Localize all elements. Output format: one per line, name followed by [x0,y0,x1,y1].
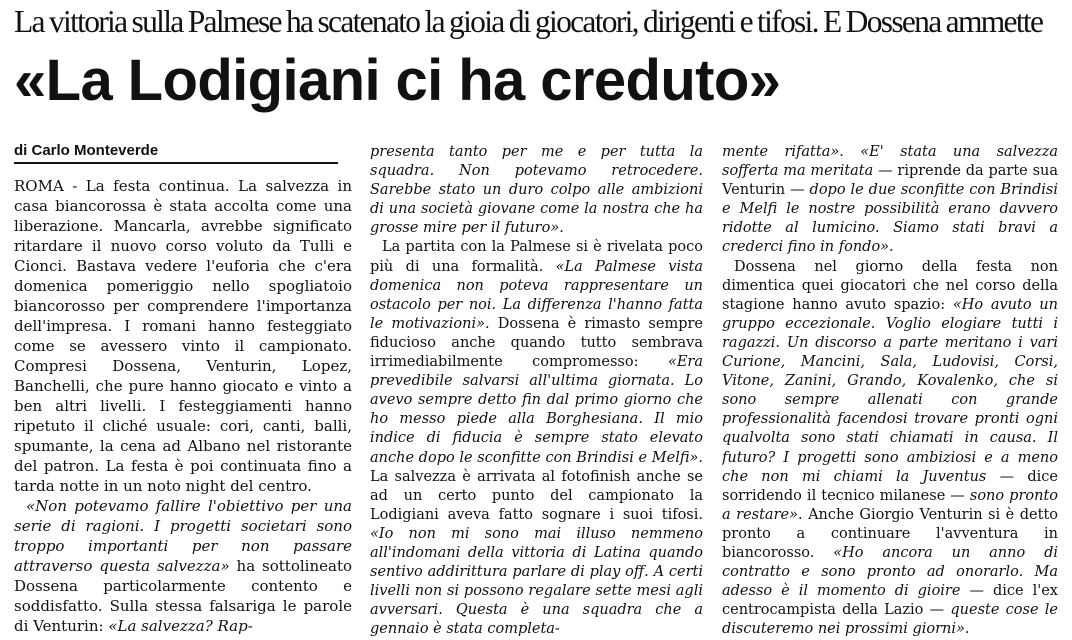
article-paragraph [722,143,1058,258]
body-text: ha sottolineato Dossena particolarmente contento e soddisfatto. Sulla stessa falsariga le parole di Venturin: [14,557,352,635]
article-paragraph [14,496,352,636]
body-text: La salvezza è arrivata al fotofinish anche se ad un certo punto del campionato la Lodigiani aveva fatto sognare i suoi tifosi. [370,468,703,523]
quote-text: «La salvezza? Rap- [108,617,253,635]
body-text: — dice sorridendo il tecnico milanese — [722,468,1058,504]
quote-text: «Era prevedibile salvarsi all'ultima giornata. Lo avevo sempre detto fin dal primo giorno che ho messo piede alla Borghesiana. Il mio indice di fiducia è sempre stato elevato anche dopo le sconfitte con Brindisi e Melfi». [370,354,703,466]
body-text: — riprende da parte sua Venturin — [722,163,1058,199]
quote-text: «E' stata una salvezza sofferta ma meritata [722,144,1058,180]
article-kicker: La vittoria sulla Palmese ha scatenato la gioia di giocatori, dirigenti e tifosi. E Dossena ammette [14,4,1043,39]
body-text: ROMA - La festa continua. La salvezza in casa biancorossa è stata accolta come una liberazione. Mancarla, avrebbe significato ritardare il nuovo corso voluto da Tulli e Cionci. Bastava vedere l'euforia che c'era domenica pomeriggio nello spogliatoio biancorosso per comprendere l'importanza dell'impresa. I romani hanno festeggiato come se avessero vinto il campionato. Compresi Dossena, Venturin, Lopez, Banchelli, che pure hanno giocato e vinto a ben altri livelli. I festeggiamenti hanno ripetuto il cliché usuale: cori, canti, balli, spumante, la cena ad Albano nel ristorante del patron. La festa è poi continuata fino a tarda notte in un noto night del centro. [14,177,352,495]
article-paragraph [370,238,703,638]
article-column-3 [722,143,1058,638]
quote-text: «Io non mi sono mai illuso nemmeno all'indomani della vittoria di Latina quando sentivo addirittura parlare di play off. A certi livelli non si possono regalare sette mesi agli avversari. Questa è una squadra che a gennaio è stata completa- [370,525,703,638]
article-column-2 [370,143,703,638]
quote-text: dopo le due sconfitte con Brindisi e Melfi le nostre possibilità erano davvero ridotte al lumicino. Siamo stati bravi a crederci fino in fondo». [722,182,1058,256]
article-paragraph [722,258,1058,638]
quote-text: sono pronto a restare». [722,487,1058,523]
quote-text: presenta tanto per me e per tutta la squadra. Non potevamo retrocedere. Sarebbe stato un duro colpo alle ambizioni di una società giovane come la nostra che ha grosse mire per il futuro». [370,144,703,237]
article-paragraph [370,143,703,238]
body-text: Dossena è rimasto sempre fiducioso anche quando tutto sembrava irrimediabilmente compromesso: [370,315,703,371]
article-column-1 [14,176,352,638]
quote-text: «Ho ancora un anno di contratto e sono pronto ad onorarlo. Ma adesso è il momento di gioire [722,544,1058,600]
quote-text: «Ho avuto un gruppo eccezionale. Voglio elogiare tutti i ragazzi. Un discorso a parte meritano i vari Curione, Mancini, Sala, Ludovisi, Corsi, Vitone, Zanini, Grando, Kovalenko, che si sono sempre allenati con grande professionalità facendosi trovare pronti ogni qualvolta sono stati chiamati in causa. Il futuro? I progetti sono ambiziosi e a meno che non mi chiami la Juventus [722,296,1058,485]
quote-text: «La Palmese vista domenica non poteva rappresentare un ostacolo per noi. La differenza l'hanno fatta le motivazioni». [370,258,703,332]
quote-text: mente rifatta». [722,144,844,160]
body-text: La partita con la Palmese si è rivelata poco più di una formalità. [370,239,703,275]
article-headline: «La Lodigiani ci ha creduto» [14,48,781,113]
body-text: — dice l'ex centrocampista della Lazio — [722,583,1058,619]
body-text: Anche Giorgio Venturin si è detto pronto a continuare l'avventura in biancorosso. [722,506,1058,561]
article-paragraph [14,176,352,496]
quote-text: queste cose le discuteremo nei prossimi giorni». [722,602,1058,638]
quote-text: «Non potevamo fallire l'obiettivo per una serie di ragioni. I progetti societari sono troppo importanti per non passare attraverso questa salvezza» [14,497,352,575]
article-byline: di Carlo Monteverde [14,142,338,164]
body-text: Dossena nel giorno della festa non dimentica quei giocatori che nel corso della stagione hanno avuto spazio: [722,258,1058,313]
body-text [844,144,860,160]
